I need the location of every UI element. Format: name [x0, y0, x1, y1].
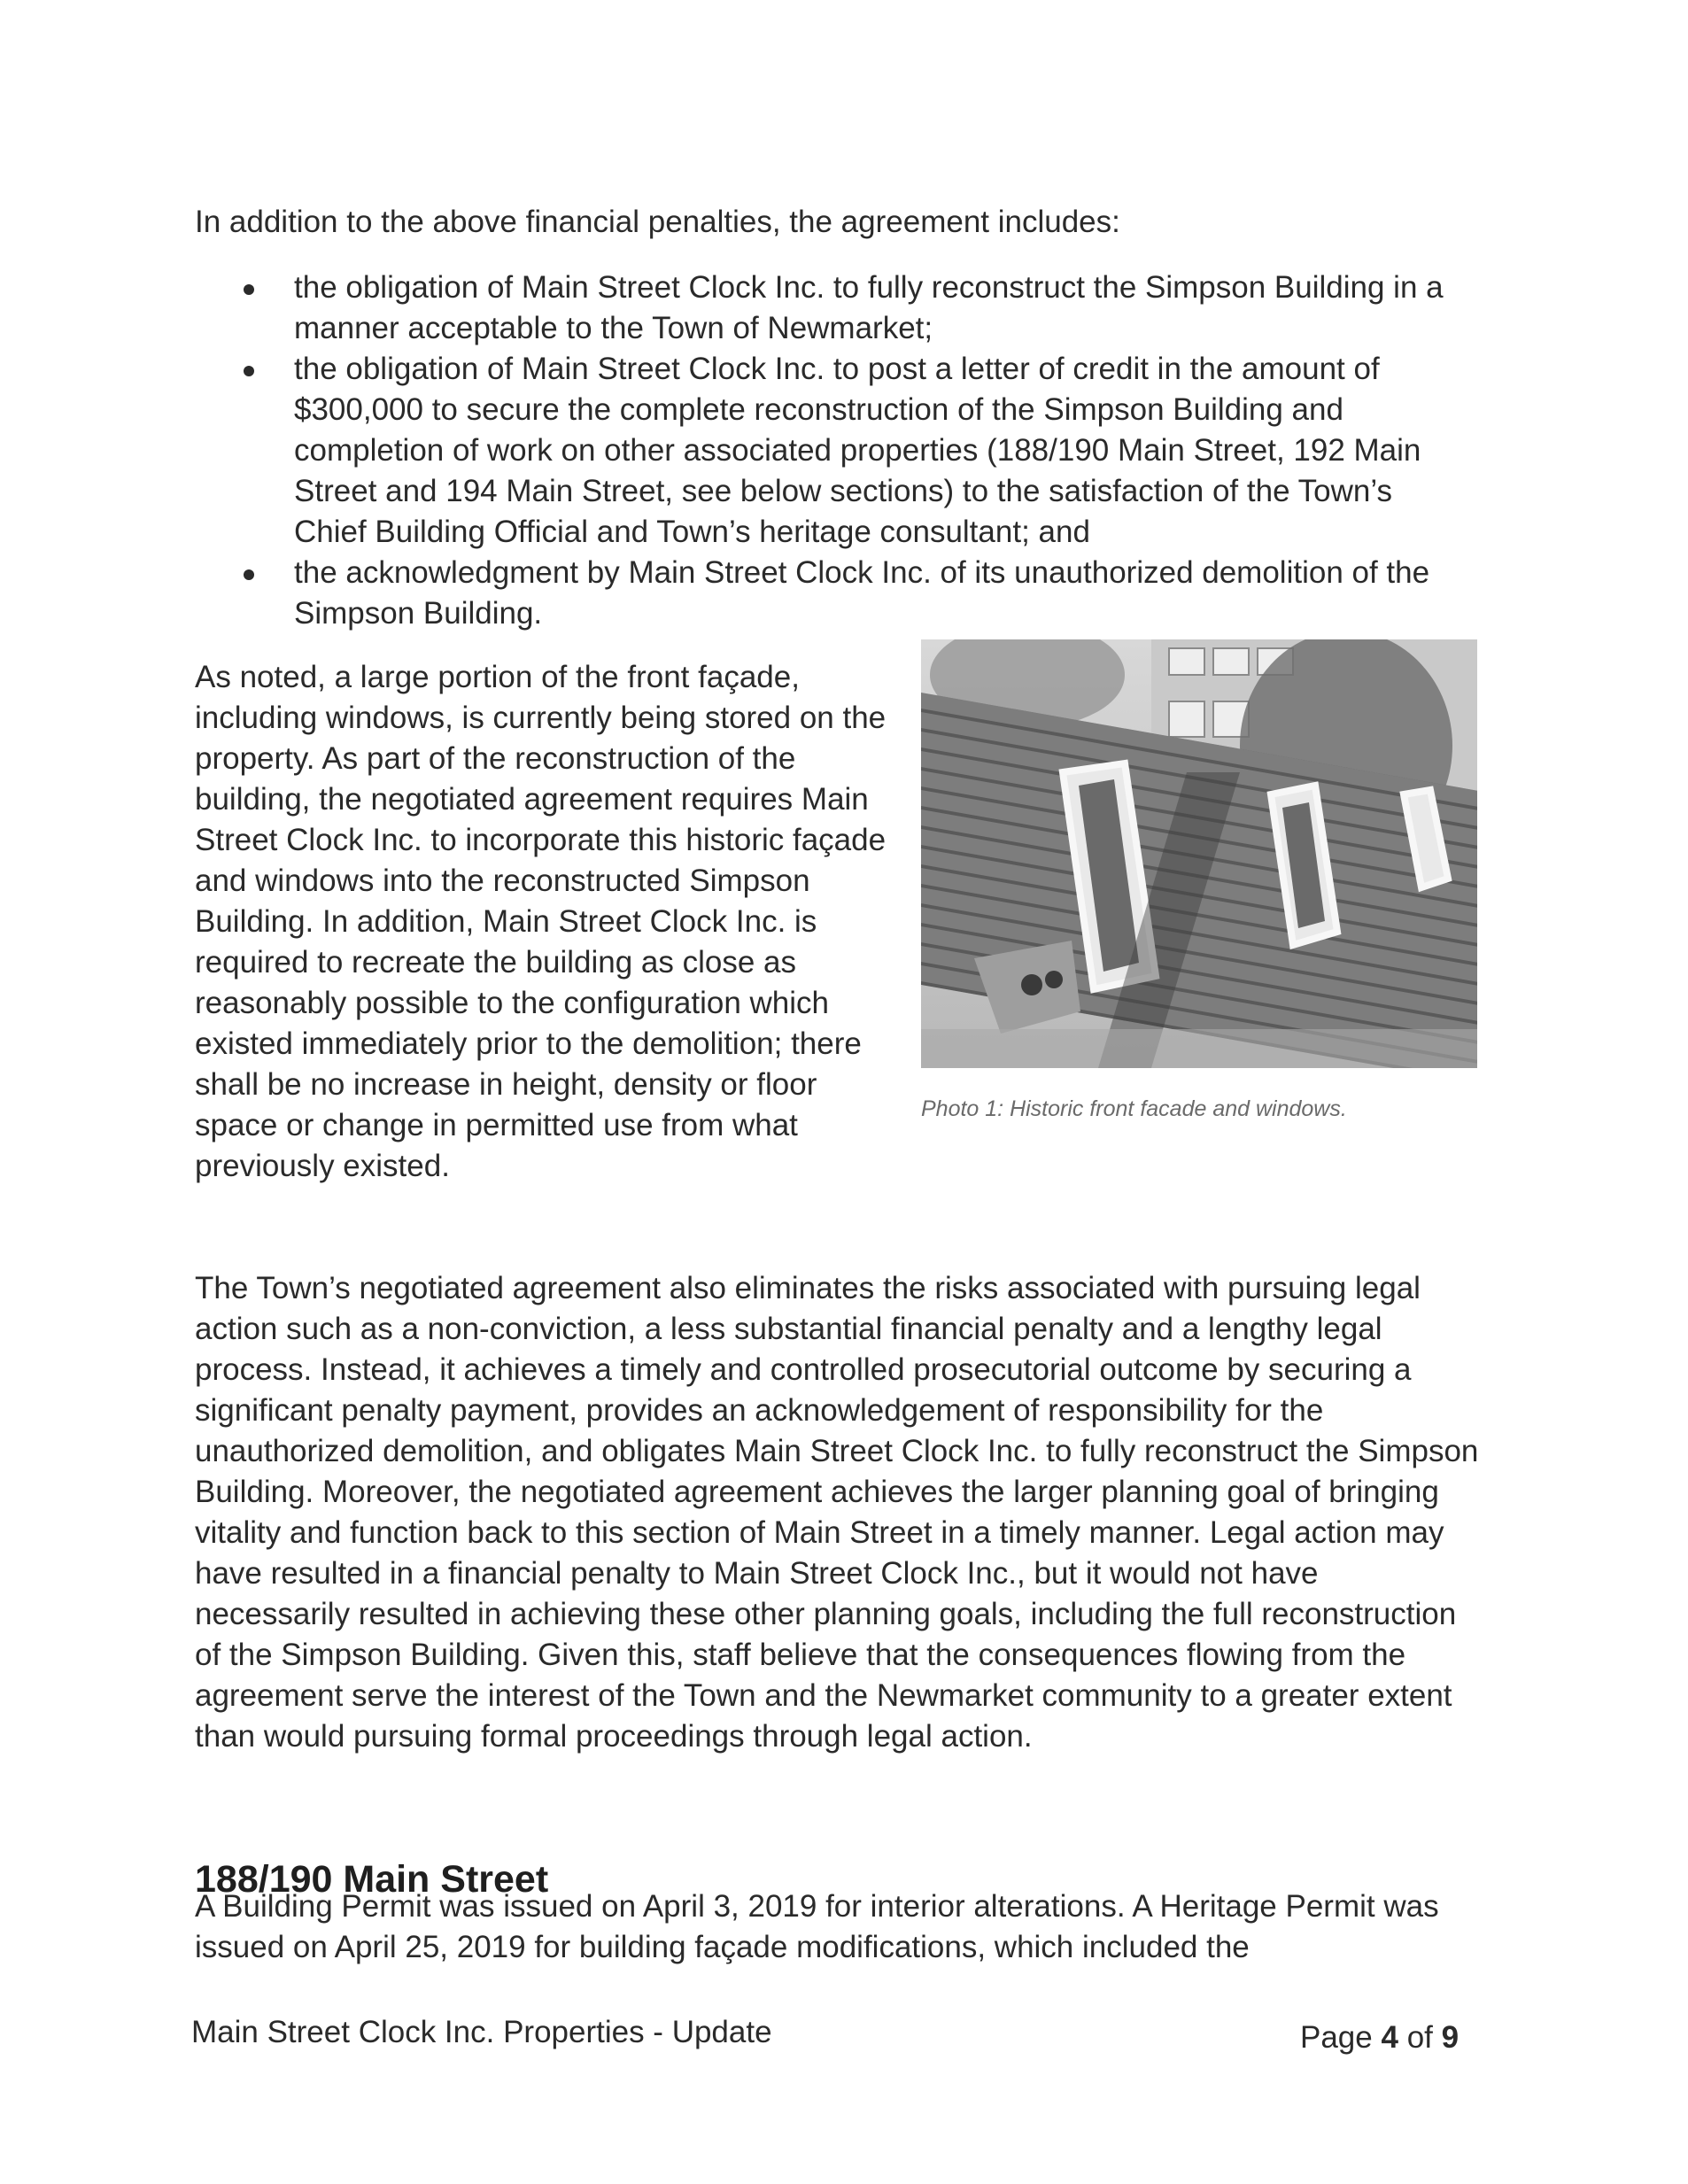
facade-paragraph: As noted, a large portion of the front façade, including windows, is currently being stored on the property. As part of the reconstruction of the building, the negotiated agreement requires Main Street Clock Inc. to incorporate this historic façade and windows into the reconstructed Simpson Building. In addition, Main Street Clock Inc. is required to recreate the building as close as reasonably possible to the configuration which existed immediately prior to the demolition; there shall be no increase in height, density or floor space or change in permitted use from what previously existed.	[195, 660, 887, 1183]
page-number	[1300, 2017, 1459, 2058]
page-of-label: of	[1406, 2020, 1433, 2055]
bullet-text: the obligation of Main Street Clock Inc. to post a letter of credit in the amount of $300,000 to secure the complete reconstruction of the Simpson Building and completion of work on other associated properties (188/190 Main Street, 192 Main Street and 194 Main Street, see below sections) to the satisfaction of the Town’s Chief Building Official and Town’s heritage consultant; and	[294, 352, 1421, 549]
bullet-text: the acknowledgment by Main Street Clock Inc. of its unauthorized demolition of the Simpson Building.	[294, 555, 1430, 631]
photo-figure	[921, 639, 1477, 1123]
intro-paragraph: In addition to the above financial penalties, the agreement includes:	[195, 205, 1120, 239]
bullet-icon	[244, 569, 254, 580]
list-item	[195, 267, 1470, 349]
photo-caption: Photo 1: Historic front facade and windows.	[921, 1096, 1347, 1121]
list-item	[195, 349, 1470, 553]
page-label: Page	[1300, 2020, 1373, 2055]
agreement-bullet-list	[195, 267, 1470, 634]
total-pages: 9	[1441, 2020, 1460, 2055]
bullet-icon	[244, 366, 254, 376]
footer-title: Main Street Clock Inc. Properties - Update	[191, 2015, 772, 2049]
bullet-icon	[244, 284, 254, 295]
town-agreement-paragraph: The Town’s negotiated agreement also eliminates the risks associated with pursuing legal action such as a non-conviction, a less substantial financial penalty and a lengthy legal process. Instead, it achieves a timely and controlled prosecutorial outcome by securing a significant penalty payment, provides an acknowledgement of responsibility for the unauthorized demolition, and obligates Main Street Clock Inc. to fully reconstruct the Simpson Building. Moreover, the negotiated agreement achieves the larger planning goal of bringing vitality and function back to this section of Main Street in a timely manner. Legal action may have resulted in a financial penalty to Main Street Clock Inc., but it would not have necessarily resulted in achieving these other planning goals, including the full reconstruction of the Simpson Building. Given this, staff believe that the consequences flowing from the agreement serve the interest of the Town and the Newmarket community to a greater extent than would pursuing formal proceedings through legal action.	[195, 1271, 1479, 1754]
section-paragraph: A Building Permit was issued on April 3, 2019 for interior alterations. A Heritage Permit was issued on April 25, 2019 for building façade modifications, which included the	[195, 1889, 1439, 1964]
section-heading: 188/190 Main Street	[195, 1857, 549, 1901]
bullet-text: the obligation of Main Street Clock Inc. to fully reconstruct the Simpson Building in a manner acceptable to the Town of Newmarket;	[294, 270, 1444, 345]
list-item	[195, 553, 1470, 634]
current-page: 4	[1381, 2020, 1398, 2055]
facade-photo	[921, 639, 1477, 1068]
